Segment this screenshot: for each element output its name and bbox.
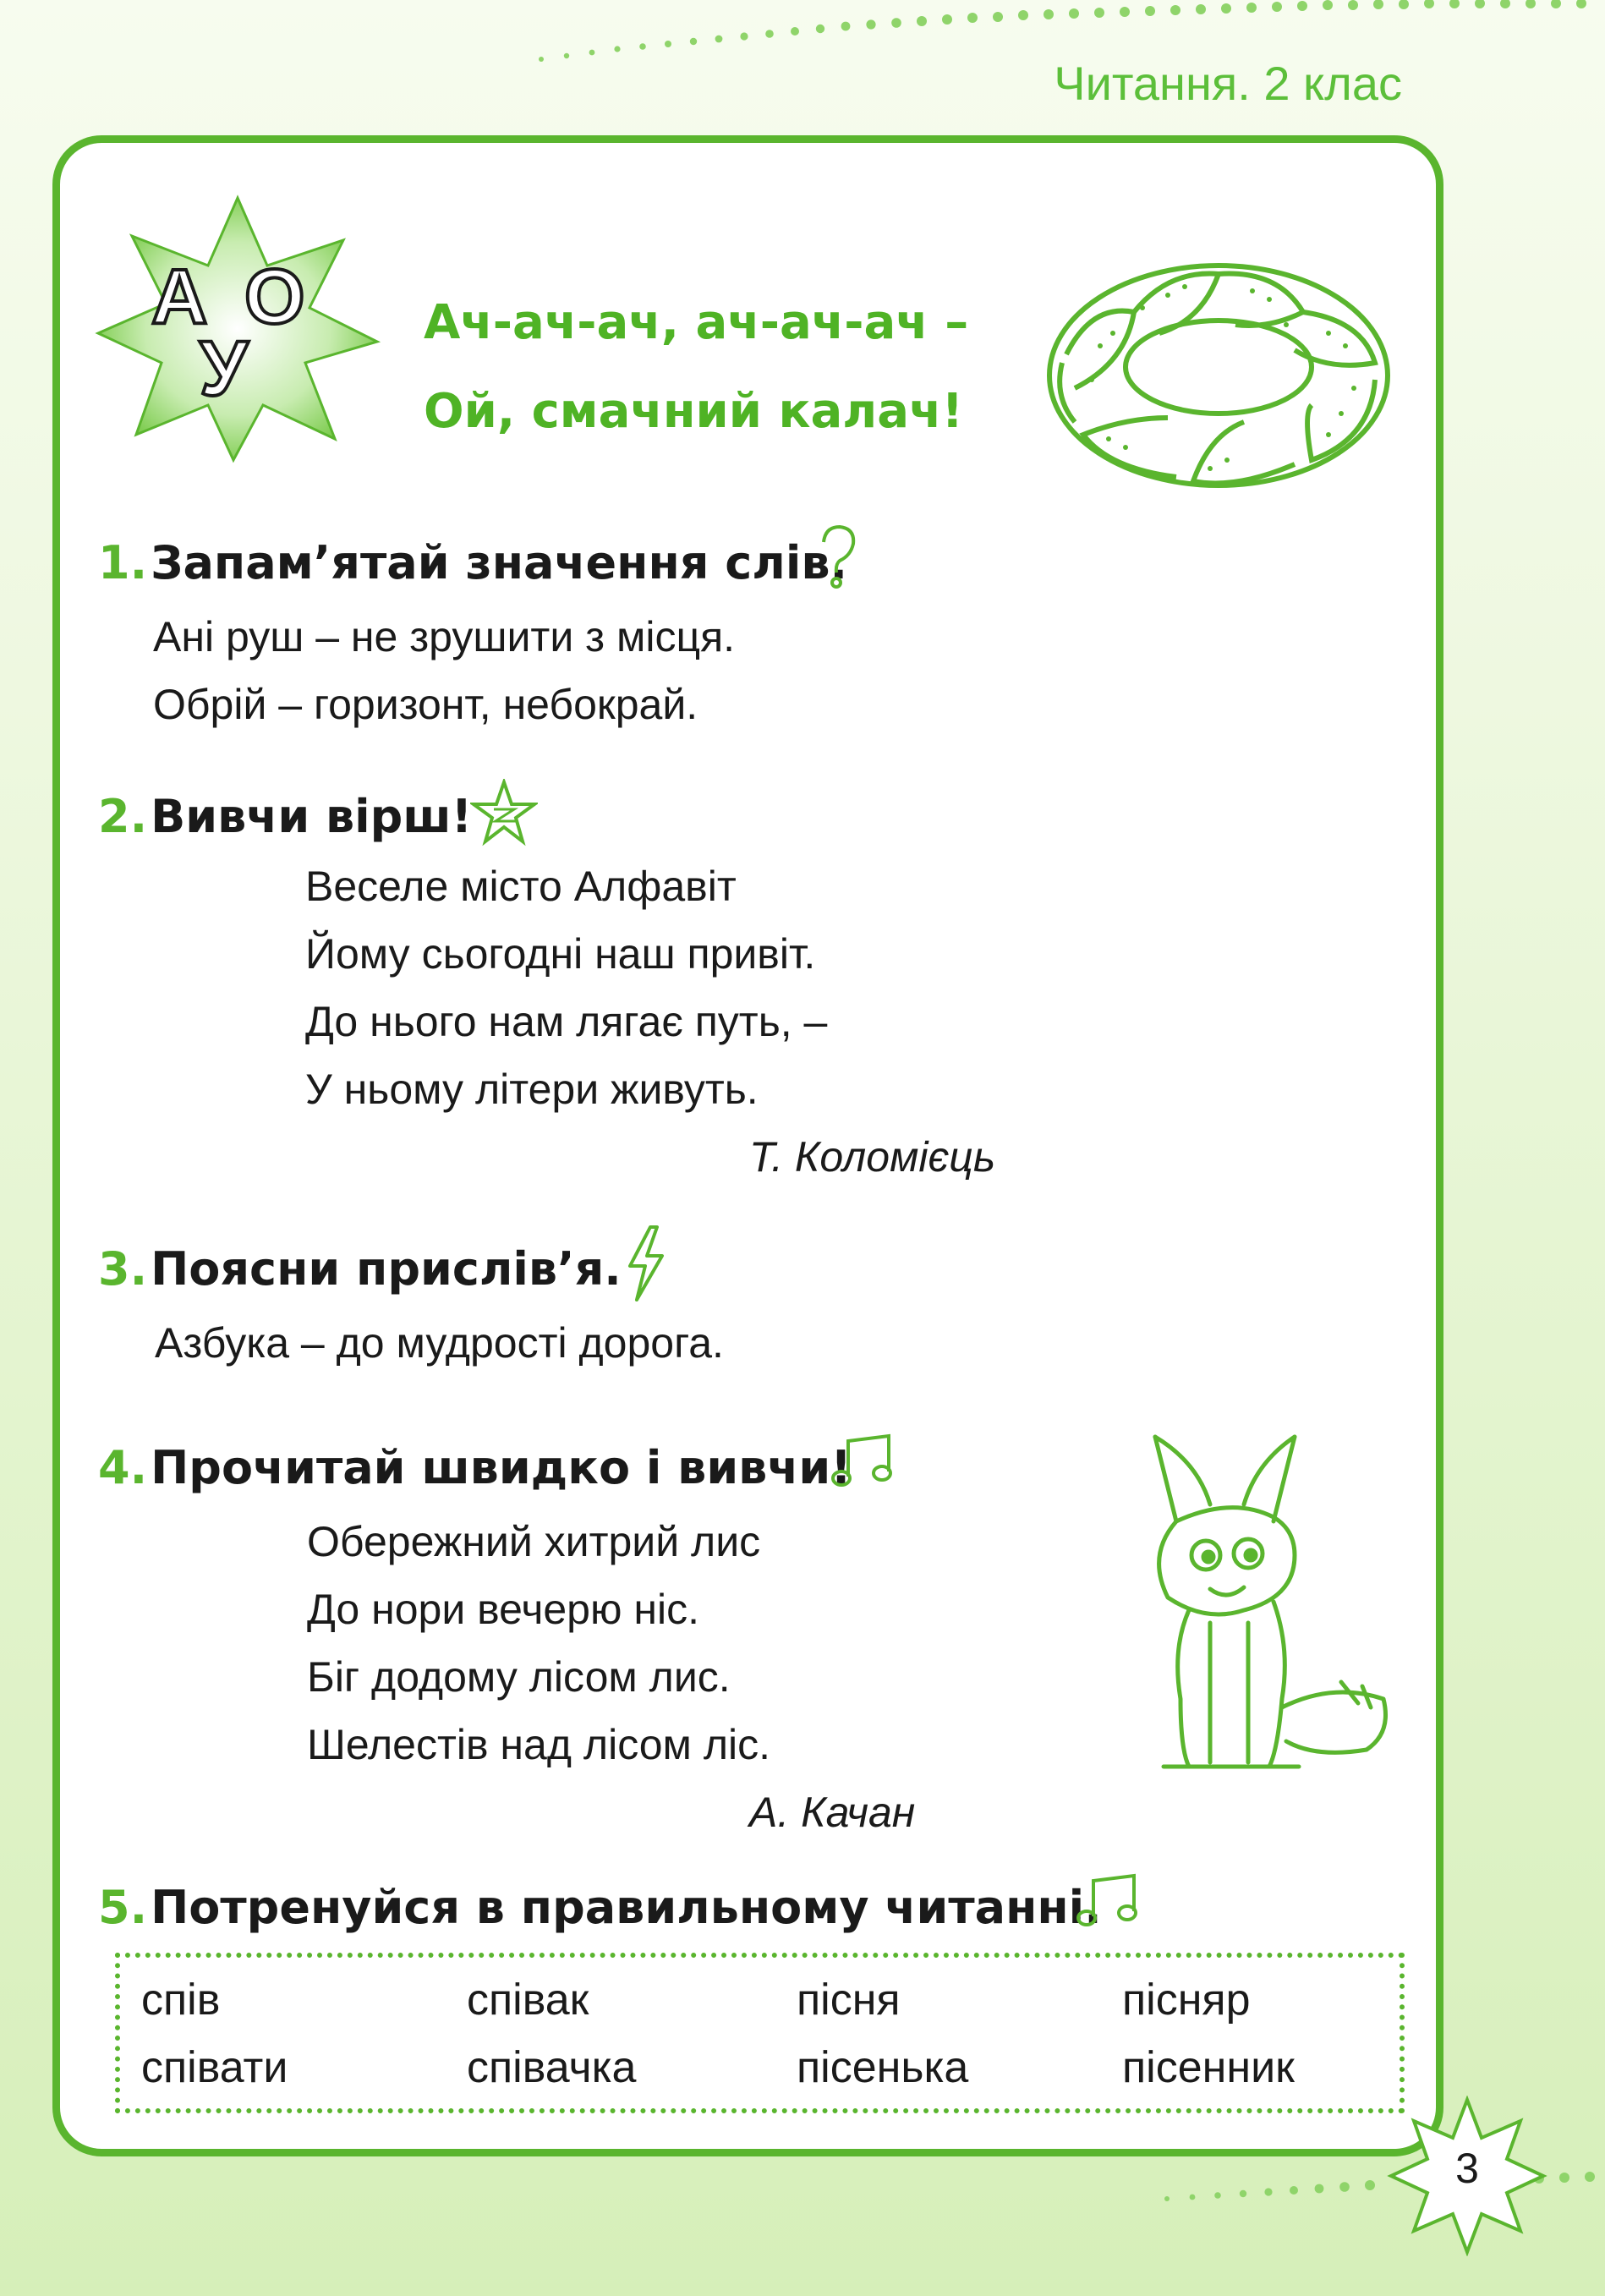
content-card <box>52 135 1443 2156</box>
word-cell: пісняр <box>1122 1975 1251 2025</box>
rhyme-line-1: Ач-ач-ач, ач-ач-ач – <box>424 295 969 350</box>
poem-1-line-1: Веселе місто Алфавіт <box>305 863 737 910</box>
task-2-number: 2. <box>98 790 148 843</box>
kalach-bread-illustration <box>1041 253 1396 498</box>
task-2-heading <box>98 790 472 843</box>
word-cell: пісенька <box>797 2043 969 2092</box>
page-header-title: Читання. 2 клас <box>1054 57 1402 110</box>
task-5-number: 5. <box>98 1881 148 1934</box>
page-number: 3 <box>1455 2145 1479 2192</box>
music-note-icon <box>830 1433 897 1492</box>
task-1-heading <box>98 536 847 589</box>
task-2-title: Вивчи вірш! <box>151 790 473 843</box>
fox-illustration <box>1130 1428 1400 1784</box>
task-1-line-1: Ані руш – не зрушити з місця. <box>153 613 736 660</box>
task-3-number: 3. <box>98 1242 148 1296</box>
star-icon <box>470 779 538 847</box>
music-note-icon <box>1075 1872 1142 1932</box>
word-cell: співачка <box>467 2043 637 2092</box>
word-cell: спів <box>141 1975 221 2025</box>
word-cell: співати <box>141 2043 288 2092</box>
poem-1-line-4: У ньому літери живуть. <box>305 1066 759 1113</box>
task-1-line-2: Обрій – горизонт, небокрай. <box>153 681 698 728</box>
task-5-heading <box>98 1881 1102 1934</box>
task-3-title: Поясни прислів’я. <box>151 1242 622 1296</box>
poem-2-line-4: Шелестів над лісом ліс. <box>307 1721 770 1768</box>
task-1-number: 1. <box>98 536 148 589</box>
word-cell: пісня <box>797 1975 901 2025</box>
badge-letter-u: У <box>200 326 249 412</box>
poem-2-line-2: До нори вечерю ніс. <box>307 1586 699 1633</box>
question-mark-icon <box>817 523 859 591</box>
poem-2-line-3: Біг додому лісом лис. <box>307 1653 731 1701</box>
poem-1-author: Т. Коломієць <box>749 1133 996 1181</box>
task-4-number: 4. <box>98 1441 148 1494</box>
task-1-title: Запам’ятай значення слів. <box>151 536 848 589</box>
task-4-heading <box>98 1441 852 1494</box>
poem-1-line-2: Йому сьогодні наш привіт. <box>305 930 816 978</box>
word-cell: співак <box>467 1975 589 2025</box>
task-3-heading <box>98 1242 622 1296</box>
word-practice-box <box>115 1953 1405 2113</box>
poem-2-author: А. Качан <box>749 1789 916 1836</box>
poem-1-line-3: До нього нам лягає путь, – <box>305 998 828 1045</box>
badge-letter-a: А <box>151 254 208 340</box>
task-3-proverb: Азбука – до мудрості дорога. <box>155 1319 724 1367</box>
word-cell: пісенник <box>1122 2043 1295 2092</box>
rhyme-line-2: Ой, смачний калач! <box>424 384 964 439</box>
lightning-icon <box>625 1225 667 1301</box>
poem-2-line-1: Обережний хитрий лис <box>307 1518 761 1565</box>
badge-letter-o: О <box>244 254 305 340</box>
task-5-title: Потренуйся в правильному читанні. <box>151 1881 1102 1934</box>
task-4-title: Прочитай швидко і вивчи! <box>151 1441 852 1494</box>
